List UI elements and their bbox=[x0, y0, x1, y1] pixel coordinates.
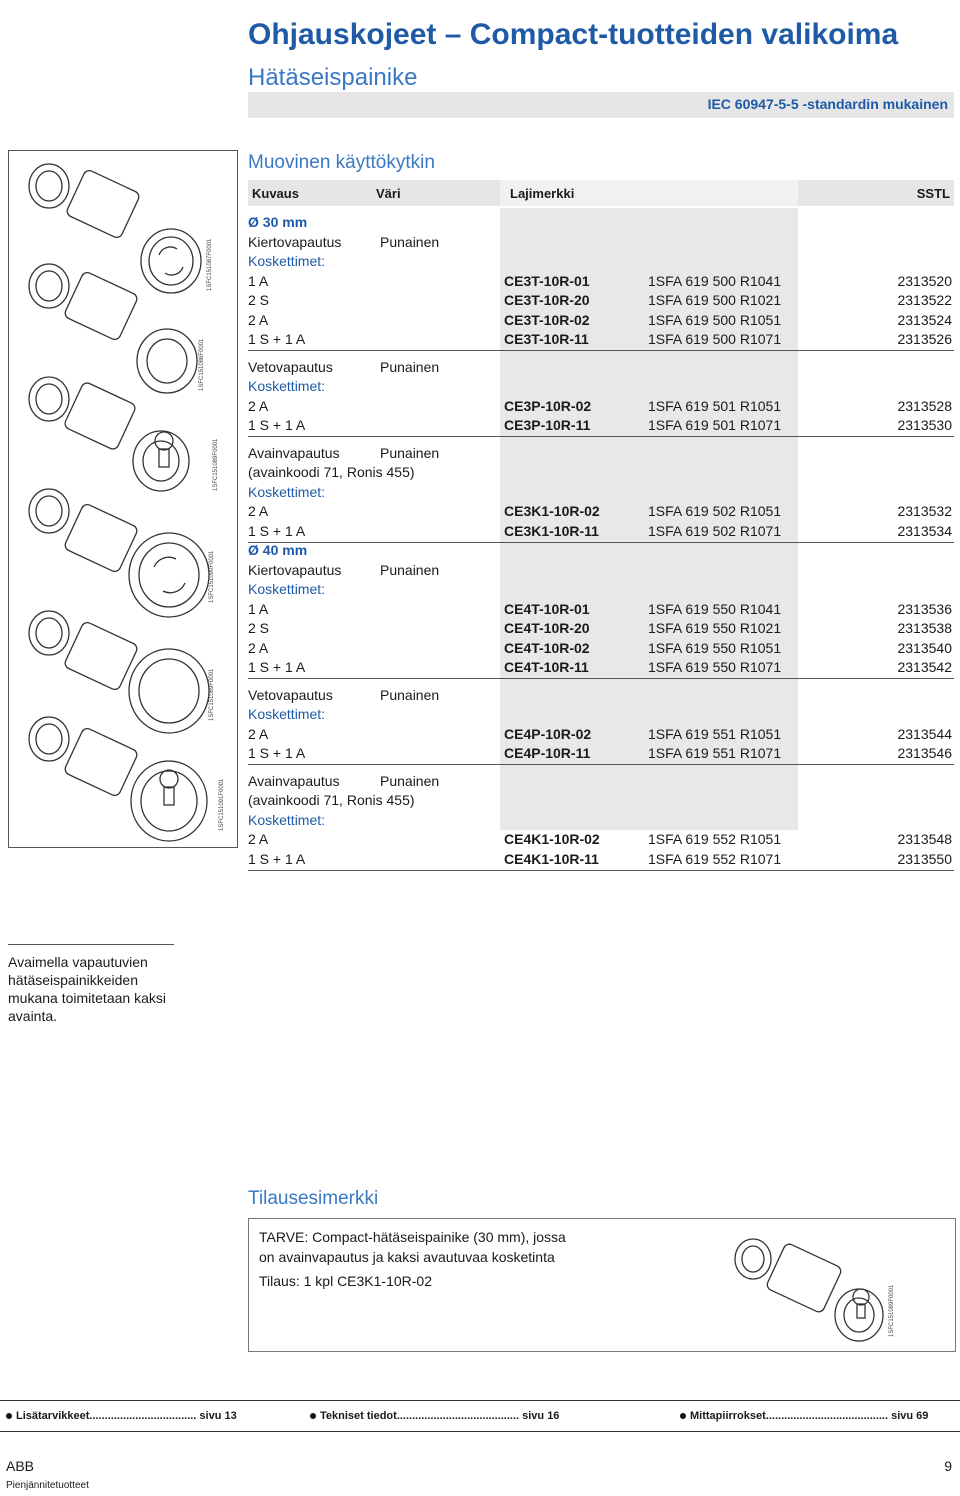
table-cell-c1: 1 S + 1 A bbox=[248, 417, 306, 433]
table-cell-c4: 1SFA 619 550 R1041 bbox=[648, 600, 782, 617]
table-cell-c2: Punainen bbox=[380, 561, 440, 578]
table-row bbox=[248, 312, 954, 330]
table-cell-c1: (avainkoodi 71, Ronis 455) bbox=[248, 792, 415, 808]
table-cell-c1: Koskettimet: bbox=[248, 253, 326, 269]
table-cell-c1: 2 A bbox=[248, 831, 269, 847]
sep-30-pull bbox=[248, 436, 954, 437]
table-cell-c4: 1SFA 619 552 R1051 bbox=[648, 831, 782, 847]
table-row bbox=[248, 601, 954, 619]
table-cell-c5: 2313544 bbox=[897, 725, 952, 742]
footer-link-dimensions[interactable]: Mittapiirrokset........................................ sivu 69 bbox=[680, 1410, 928, 1422]
bullet-icon bbox=[6, 1413, 12, 1419]
table-cell-c5: 2313550 bbox=[897, 850, 952, 867]
image-code-6: 1SFC151091F0001 bbox=[219, 778, 225, 831]
col-header-vari: Väri bbox=[376, 186, 401, 201]
button-40mm-pull-image bbox=[29, 611, 209, 733]
order-line-2: on avainvapautus ja kaksi avautuvaa kosketinta bbox=[259, 1249, 555, 1265]
table-cell-c1: Avainvapautus bbox=[248, 772, 340, 789]
table-cell-c1: Koskettimet: bbox=[248, 483, 326, 500]
table-row bbox=[248, 851, 954, 869]
button-30mm-rotate-image bbox=[29, 164, 201, 293]
image-code-5: 1SFC151089F0001 bbox=[209, 668, 215, 721]
table-row bbox=[248, 292, 954, 310]
page-number: 9 bbox=[944, 1458, 952, 1474]
table-cell-c5: 2313528 bbox=[897, 397, 952, 414]
table-row bbox=[248, 464, 954, 482]
table-cell-c1: 2 A bbox=[248, 311, 269, 328]
table-cell-c1: 1 S + 1 A bbox=[248, 745, 306, 761]
table-row bbox=[248, 417, 954, 435]
table-cell-c1: 1 S + 1 A bbox=[248, 659, 306, 675]
table-row bbox=[248, 253, 954, 271]
table-cell-c1: Koskettimet: bbox=[248, 706, 326, 722]
table-cell-c5: 2313522 bbox=[897, 292, 952, 308]
table-cell-c1: 2 A bbox=[248, 503, 269, 519]
table-row bbox=[248, 359, 954, 377]
page-title: Ohjauskojeet – Compact-tuotteiden valikoima bbox=[248, 18, 899, 51]
standard-bar bbox=[248, 92, 954, 118]
image-code-3: 1SFC151089F0001 bbox=[213, 438, 219, 491]
table-cell-c1: 2 A bbox=[248, 639, 269, 656]
brand-subtitle: Pienjännitetuotteet bbox=[6, 1480, 89, 1491]
table-cell-c3: CE3T-10R-11 bbox=[504, 331, 589, 347]
table-row bbox=[248, 659, 954, 677]
table-cell-c1: Ø 30 mm bbox=[248, 214, 308, 230]
bullet-icon bbox=[310, 1413, 316, 1419]
table-cell-c4: 1SFA 619 501 R1071 bbox=[648, 417, 782, 433]
table-row bbox=[248, 484, 954, 502]
table-cell-c3: CE4P-10R-02 bbox=[504, 725, 592, 742]
table-cell-c1: 1 S + 1 A bbox=[248, 522, 306, 539]
order-example-image bbox=[729, 1225, 929, 1347]
table-row bbox=[248, 726, 954, 744]
table-cell-c1: 2 S bbox=[248, 292, 270, 308]
table-cell-c5: 2313520 bbox=[897, 272, 952, 289]
table-cell-c5: 2313546 bbox=[897, 745, 952, 761]
table-cell-c3: CE4K1-10R-02 bbox=[504, 831, 600, 847]
table-cell-c1: Kiertovapautus bbox=[248, 561, 342, 578]
table-cell-c4: 1SFA 619 550 R1021 bbox=[648, 620, 782, 636]
col-header-kuvaus: Kuvaus bbox=[252, 186, 299, 201]
order-line-3: Tilaus: 1 kpl CE3K1-10R-02 bbox=[259, 1273, 433, 1289]
table-cell-c1: Vetovapautus bbox=[248, 686, 333, 703]
table-cell-c1: 1 A bbox=[248, 600, 269, 617]
table-row bbox=[248, 234, 954, 252]
table-cell-c3: CE3T-10R-20 bbox=[504, 292, 590, 308]
table-cell-c4: 1SFA 619 500 R1021 bbox=[648, 292, 782, 308]
table-row bbox=[248, 562, 954, 580]
image-code-4: 1SFC151090F0001 bbox=[209, 550, 215, 603]
table-cell-c4: 1SFA 619 501 R1051 bbox=[648, 397, 782, 414]
sep-30-rotate bbox=[248, 350, 954, 351]
page-subtitle: Hätäseispainike bbox=[248, 64, 418, 91]
sep-40-rotate bbox=[248, 678, 954, 679]
table-row bbox=[248, 331, 954, 349]
order-example-title: Tilausesimerkki bbox=[248, 1188, 379, 1209]
button-30mm-pull-image bbox=[29, 264, 197, 393]
table-cell-c5: 2313536 bbox=[897, 600, 952, 617]
table-row bbox=[248, 745, 954, 763]
table-row bbox=[248, 773, 954, 791]
brand-name: ABB bbox=[6, 1458, 35, 1474]
table-cell-c1: Koskettimet: bbox=[248, 811, 326, 828]
table-row bbox=[248, 581, 954, 599]
product-images-panel bbox=[8, 150, 238, 848]
table-row bbox=[248, 620, 954, 638]
table-cell-c2: Punainen bbox=[380, 358, 440, 375]
key-note: Avaimella vapautuvien hätäseispainikkeiden mukana toimitetaan kaksi avainta. bbox=[8, 944, 174, 1035]
col-header-lajimerkki: Lajimerkki bbox=[510, 186, 575, 201]
table-cell-c4: 1SFA 619 500 R1071 bbox=[648, 331, 782, 347]
table-cell-c3: CE4T-10R-11 bbox=[504, 659, 589, 675]
table-row bbox=[248, 542, 954, 560]
table-cell-c5: 2313542 bbox=[897, 659, 952, 675]
table-cell-c3: CE3T-10R-01 bbox=[504, 272, 590, 289]
table-cell-c4: 1SFA 619 551 R1071 bbox=[648, 745, 782, 761]
table-cell-c4: 1SFA 619 550 R1051 bbox=[648, 639, 782, 656]
button-30mm-key-image bbox=[29, 377, 189, 491]
footer-link-accessories[interactable]: Lisätarvikkeet................................... sivu 13 bbox=[6, 1410, 237, 1422]
table-row bbox=[248, 640, 954, 658]
table-cell-c1: (avainkoodi 71, Ronis 455) bbox=[248, 464, 415, 480]
table-cell-c2: Punainen bbox=[380, 233, 440, 250]
section-title: Muovinen käyttökytkin bbox=[248, 152, 435, 173]
footer-link-technical-data[interactable]: Tekniset tiedot........................................ sivu 16 bbox=[310, 1410, 559, 1422]
table-cell-c4: 1SFA 619 500 R1051 bbox=[648, 311, 782, 328]
table-cell-c3: CE4K1-10R-11 bbox=[504, 850, 599, 867]
table-row bbox=[248, 523, 954, 541]
table-row bbox=[248, 445, 954, 463]
table-cell-c5: 2313530 bbox=[897, 417, 952, 433]
table-cell-c5: 2313524 bbox=[897, 311, 952, 328]
bullet-icon bbox=[680, 1413, 686, 1419]
table-cell-c5: 2313526 bbox=[897, 331, 952, 347]
table-cell-c1: Koskettimet: bbox=[248, 378, 326, 394]
sep-30-key bbox=[248, 542, 954, 543]
table-cell-c5: 2313538 bbox=[897, 620, 952, 636]
table-cell-c2: Punainen bbox=[380, 686, 440, 703]
table-cell-c3: CE3P-10R-11 bbox=[504, 417, 591, 433]
button-40mm-key-image bbox=[29, 717, 207, 841]
table-cell-c2: Punainen bbox=[380, 444, 440, 461]
table-cell-c1: 2 A bbox=[248, 725, 269, 742]
table-cell-c1: 1 S + 1 A bbox=[248, 850, 306, 867]
table-row bbox=[248, 273, 954, 291]
table-row bbox=[248, 378, 954, 396]
image-code-2: 1SFC151086F0001 bbox=[199, 338, 205, 391]
table-cell-c1: Avainvapautus bbox=[248, 444, 340, 461]
table-cell-c1: 1 A bbox=[248, 272, 269, 289]
table-cell-c1: Ø 40 mm bbox=[248, 542, 308, 558]
table-cell-c5: 2313548 bbox=[897, 831, 952, 847]
table-cell-c4: 1SFA 619 552 R1071 bbox=[648, 850, 782, 867]
table-row bbox=[248, 503, 954, 521]
table-cell-c5: 2313534 bbox=[897, 522, 952, 539]
table-row bbox=[248, 831, 954, 849]
table-cell-c1: Kiertovapautus bbox=[248, 233, 342, 250]
table-cell-c1: 1 S + 1 A bbox=[248, 331, 306, 347]
order-example-box bbox=[248, 1218, 956, 1352]
table-cell-c3: CE4T-10R-01 bbox=[504, 600, 590, 617]
footer-links-bar bbox=[0, 1400, 960, 1432]
sep-40-key bbox=[248, 870, 954, 871]
table-cell-c3: CE3K1-10R-02 bbox=[504, 503, 600, 519]
table-cell-c5: 2313532 bbox=[897, 503, 952, 519]
table-row bbox=[248, 812, 954, 830]
table-cell-c3: CE3P-10R-02 bbox=[504, 397, 592, 414]
table-row bbox=[248, 398, 954, 416]
button-40mm-rotate-image bbox=[29, 489, 209, 617]
table-header bbox=[248, 180, 954, 206]
table-cell-c1: Vetovapautus bbox=[248, 358, 333, 375]
table-row bbox=[248, 706, 954, 724]
table-row bbox=[248, 792, 954, 810]
image-code-1: 1SFC151087F0001 bbox=[207, 238, 213, 291]
table-cell-c1: Koskettimet: bbox=[248, 581, 326, 597]
table-row bbox=[248, 687, 954, 705]
table-cell-c4: 1SFA 619 500 R1041 bbox=[648, 272, 782, 289]
table-cell-c4: 1SFA 619 502 R1051 bbox=[648, 503, 782, 519]
table-cell-c3: CE4T-10R-20 bbox=[504, 620, 590, 636]
table-row bbox=[248, 214, 954, 232]
table-cell-c3: CE4T-10R-02 bbox=[504, 639, 590, 656]
table-cell-c4: 1SFA 619 550 R1071 bbox=[648, 659, 782, 675]
table-cell-c3: CE3T-10R-02 bbox=[504, 311, 590, 328]
table-cell-c3: CE4P-10R-11 bbox=[504, 745, 591, 761]
product-images-illustration bbox=[9, 151, 237, 847]
table-cell-c4: 1SFA 619 551 R1051 bbox=[648, 725, 782, 742]
standard-label: IEC 60947-5-5 -standardin mukainen bbox=[707, 96, 948, 112]
sep-40-pull bbox=[248, 764, 954, 765]
col-header-sstl: SSTL bbox=[916, 186, 950, 201]
order-image-code: 1SFC151089F0001 bbox=[889, 1284, 895, 1337]
table-cell-c2: Punainen bbox=[380, 772, 440, 789]
table-cell-c5: 2313540 bbox=[897, 639, 952, 656]
table-cell-c4: 1SFA 619 502 R1071 bbox=[648, 522, 782, 539]
table-cell-c1: 2 S bbox=[248, 620, 270, 636]
order-line-1: TARVE: Compact-hätäseispainike (30 mm), jossa bbox=[259, 1229, 566, 1245]
table-cell-c1: 2 A bbox=[248, 397, 269, 414]
table-cell-c3: CE3K1-10R-11 bbox=[504, 522, 599, 539]
